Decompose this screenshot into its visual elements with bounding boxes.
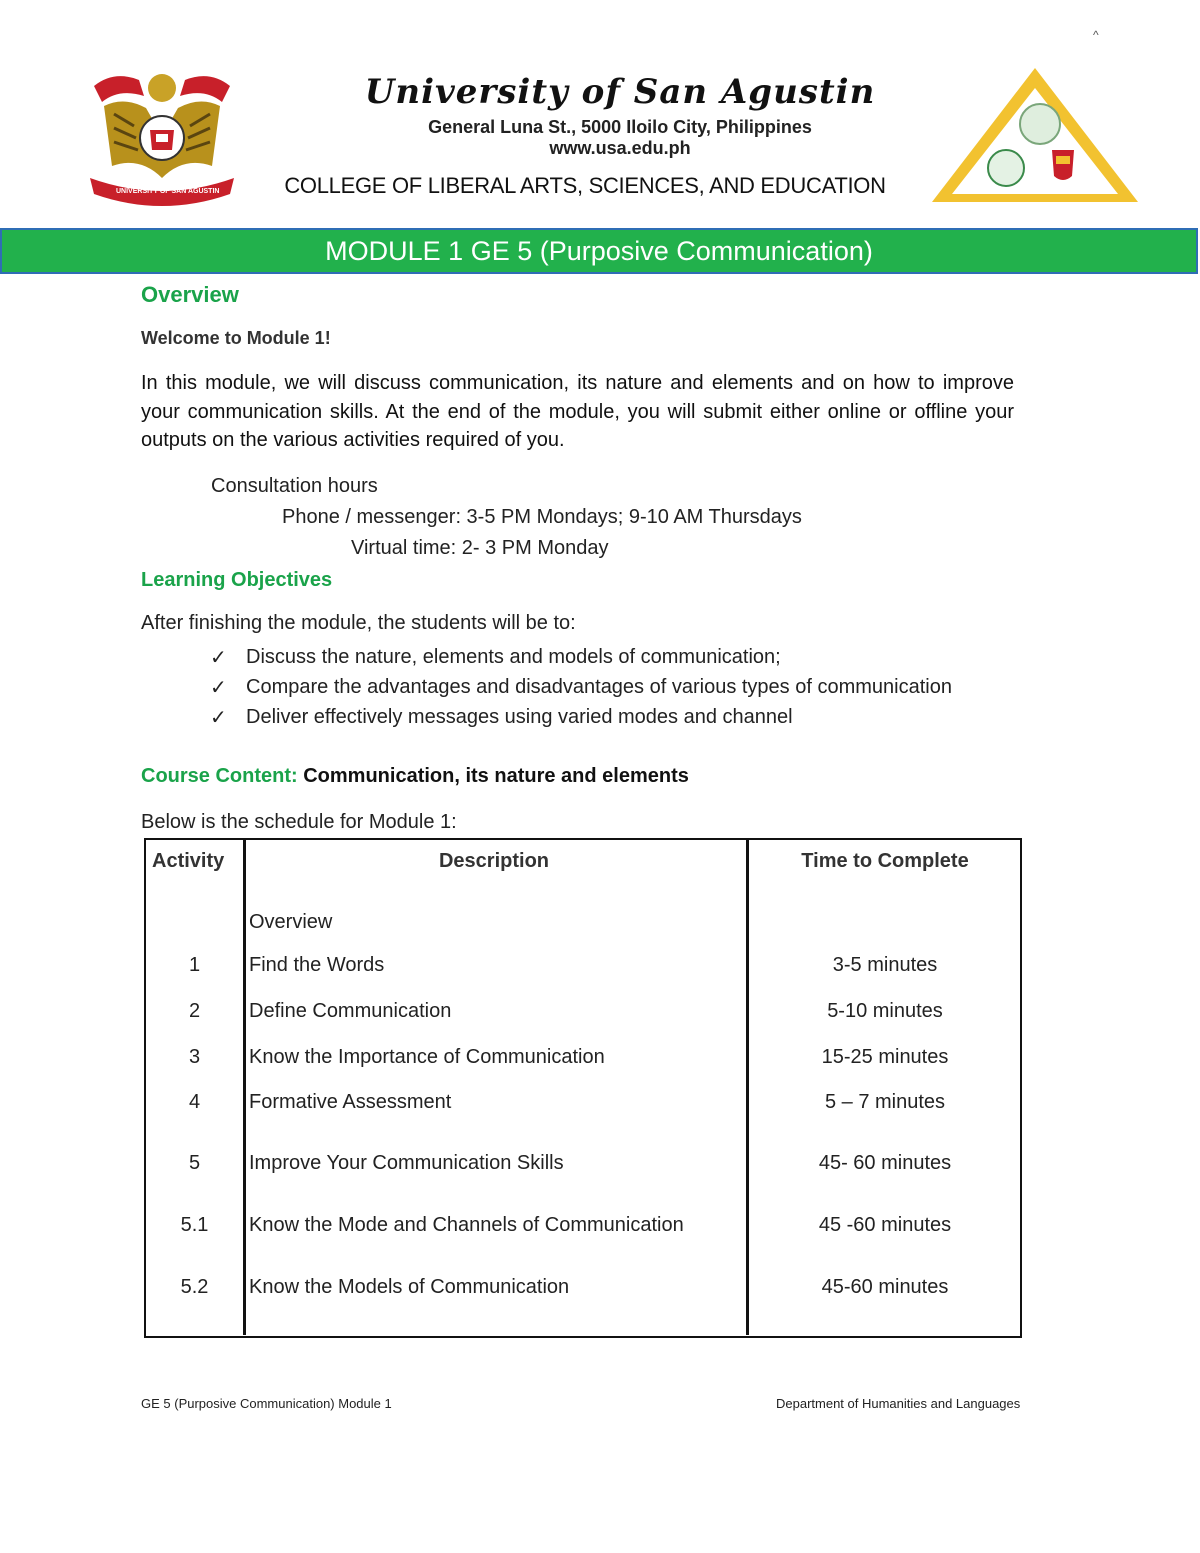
module-title-banner: MODULE 1 GE 5 (Purposive Communication): [0, 228, 1198, 274]
header-activity: Activity: [152, 850, 225, 872]
objective-text: Discuss the nature, elements and models of communication;: [246, 645, 781, 668]
row-description: Define Communication: [249, 1000, 452, 1022]
row-description: Overview: [249, 911, 333, 933]
row-activity: 4: [188, 1091, 201, 1113]
objective-text: Compare the advantages and disadvantages of various types of communication: [246, 675, 952, 698]
college-triangle-logo: [928, 66, 1142, 206]
row-time: 45 -60 minutes: [818, 1214, 952, 1236]
row-time: 5 – 7 minutes: [824, 1091, 946, 1113]
checkmark-icon: ✓: [210, 646, 227, 669]
row-activity: 5.2: [180, 1276, 209, 1298]
welcome-text: Welcome to Module 1!: [141, 328, 331, 348]
row-description: Know the Models of Communication: [249, 1276, 570, 1298]
row-time: 15-25 minutes: [821, 1046, 949, 1068]
row-activity: 2: [188, 1000, 201, 1022]
corner-mark: ^: [1093, 28, 1099, 42]
row-activity: 1: [188, 954, 201, 976]
row-activity: 5.1: [180, 1214, 209, 1236]
consultation-virtual: Virtual time: 2- 3 PM Monday: [351, 537, 609, 559]
course-content-value: Communication, its nature and elements: [303, 765, 689, 787]
checkmark-icon: ✓: [210, 706, 227, 729]
university-address: General Luna St., 5000 Iloilo City, Philippines: [428, 117, 812, 137]
objective-item: [210, 672, 952, 702]
consultation-label: Consultation hours: [211, 475, 378, 497]
course-content-label: Course Content:: [141, 765, 298, 787]
row-description: Improve Your Communication Skills: [249, 1152, 564, 1174]
row-time: 5-10 minutes: [827, 1000, 943, 1022]
objectives-intro: After finishing the module, the students will be to:: [141, 612, 576, 634]
objectives-list: [210, 642, 952, 732]
row-description: Know the Importance of Communication: [249, 1046, 605, 1068]
objectives-heading: Learning Objectives: [141, 569, 333, 591]
header-description: Description: [438, 850, 550, 872]
row-description: Find the Words: [249, 954, 385, 976]
svg-text:UNIVERSITY OF SAN AGUSTIN: UNIVERSITY OF SAN AGUSTIN: [116, 188, 220, 195]
objective-item: [210, 642, 952, 672]
schedule-intro: Below is the schedule for Module 1:: [141, 811, 457, 833]
row-time: 45-60 minutes: [821, 1276, 949, 1298]
row-description: Formative Assessment: [249, 1091, 452, 1113]
row-time: 3-5 minutes: [832, 954, 938, 976]
overview-heading: Overview: [141, 282, 239, 307]
university-name: University of San Agustin: [364, 72, 876, 112]
university-website: www.usa.edu.ph: [549, 138, 691, 158]
header-time: Time to Complete: [801, 850, 969, 872]
footer-department: Department of Humanities and Languages: [776, 1396, 1021, 1411]
row-activity: 3: [188, 1046, 201, 1068]
schedule-table: [144, 838, 1022, 1338]
objective-text: Deliver effectively messages using varied modes and channel: [246, 705, 793, 728]
row-activity: 5: [188, 1152, 201, 1174]
objective-item: [210, 702, 952, 732]
row-description: Know the Mode and Channels of Communication: [249, 1214, 684, 1236]
checkmark-icon: ✓: [210, 676, 227, 699]
row-time: 45- 60 minutes: [818, 1152, 952, 1174]
course-content-line: [141, 765, 689, 788]
university-seal-logo: [84, 66, 240, 208]
table-divider: [243, 840, 246, 1335]
overview-paragraph: In this module, we will discuss communication, its nature and elements and on how to improve your communication skills. At the end of the module, you will submit either online or offline your outputs on the various activities required of you.: [141, 372, 1014, 451]
college-name: COLLEGE OF LIBERAL ARTS, SCIENCES, AND EDUCATION: [284, 173, 886, 198]
table-divider: [746, 840, 749, 1335]
consultation-phone: Phone / messenger: 3-5 PM Mondays; 9-10 AM Thursdays: [282, 506, 802, 528]
footer-module: GE 5 (Purposive Communication) Module 1: [141, 1396, 392, 1411]
